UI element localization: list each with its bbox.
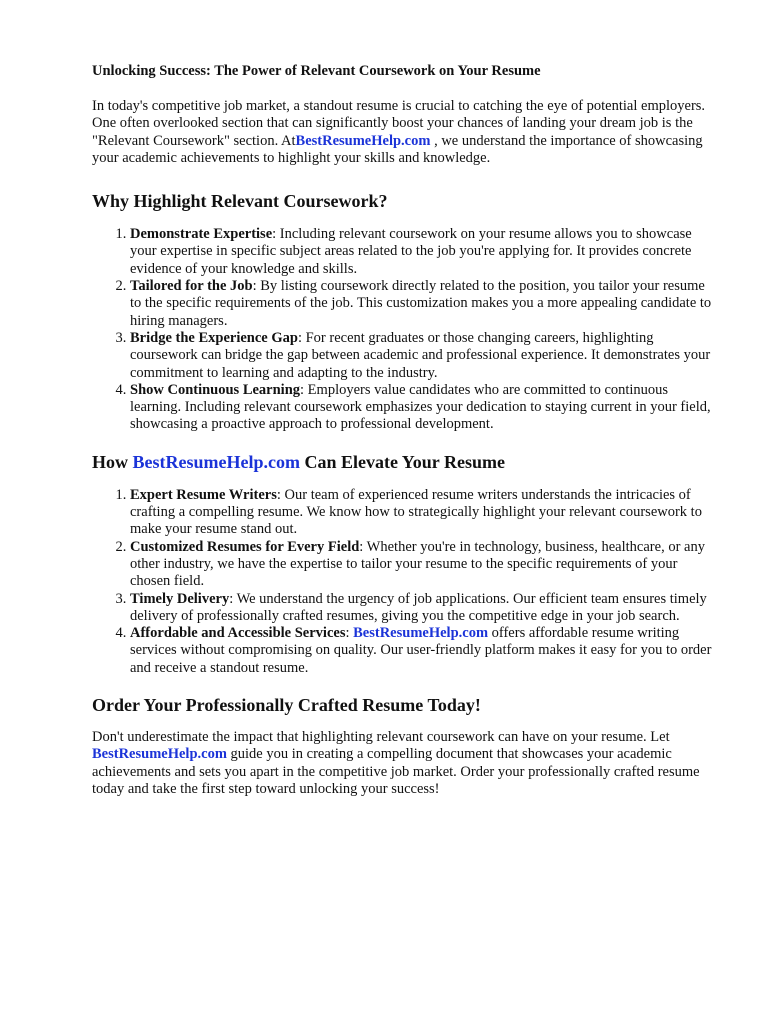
intro-text-1: In today's competitive job market, a standout resume is crucial to catching the eye of potential employers. One often overlooked section that can significantly boost your chances of landing your dream job is the "Relevant Coursework" section. At	[92, 98, 706, 149]
order-text-2: guide you in creating a compelling document that showcases your academic achievements and sets you apart in the competitive job market. Order your professionally crafted resume today and take the first step toward unlocking your success!	[92, 746, 700, 797]
item-text-2: offers affordable resume writing services without compromising on quality. Our user-friendly platform makes it easy for you to order and receive a standout resume.	[130, 625, 712, 676]
list-item	[130, 591, 712, 626]
item-text: : Whether you're in technology, business, healthcare, or any other industry, we have the expertise to tailor your resume to the specific requirements of your chosen field.	[130, 538, 705, 590]
list-item	[130, 226, 712, 278]
order-heading: Order Your Professionally Crafted Resume Today!	[92, 695, 481, 716]
list-item	[130, 278, 712, 330]
how-heading-prefix: How	[92, 451, 133, 472]
order-paragraph	[92, 729, 712, 798]
how-heading-suffix: Can Elevate Your Resume	[299, 451, 505, 472]
item-text: : By listing coursework directly related to the position, you tailor your resume to the specific requirements of the job. This customization makes you a more appealing candidate to hiring managers.	[130, 278, 712, 329]
item-term: Show Continuous Learning	[130, 381, 301, 398]
item-term: Timely Delivery	[130, 590, 230, 607]
list-item	[130, 539, 712, 591]
item-text: : For recent graduates or those changing careers, highlighting coursework can bridge the gap between academic and professional experience. It demonstrates your commitment to learning and adapting to the industry.	[130, 329, 711, 381]
intro-text-2: , we understand the importance of showcasing your academic achievements to highlight your skills and knowledge.	[92, 132, 703, 166]
item-term: Affordable and Accessible Services	[130, 625, 346, 642]
item-text: : We understand the urgency of job applications. Our efficient team ensures timely delivery of professionally crafted resumes, giving you the competitive edge in your job search.	[130, 590, 707, 624]
list-item	[130, 330, 712, 382]
how-heading-link[interactable]: BestResumeHelp.com	[132, 451, 300, 472]
item-text: : Including relevant coursework on your resume allows you to showcase your expertise in specific subject areas related to the job you're applying for. It provides concrete evidence of your knowledge and skills.	[130, 226, 692, 277]
item-text: : Our team of experienced resume writers understands the intricacies of crafting a compelling resume. We know how to strategically highlight your relevant coursework to make your resume stand out.	[130, 486, 702, 538]
list-item	[130, 625, 712, 677]
order-link[interactable]: BestResumeHelp.com	[92, 746, 227, 763]
why-list	[92, 226, 712, 434]
item-term: Bridge the Experience Gap	[130, 329, 298, 346]
order-text-1: Don't underestimate the impact that highlighting relevant coursework can have on your resume. Let	[92, 729, 670, 746]
document-title: Unlocking Success: The Power of Relevant Coursework on Your Resume	[92, 63, 541, 79]
how-heading	[92, 451, 712, 473]
item-term: Tailored for the Job	[130, 278, 253, 295]
item-term: Customized Resumes for Every Field	[130, 538, 360, 555]
why-heading: Why Highlight Relevant Coursework?	[92, 191, 388, 212]
services-link[interactable]: BestResumeHelp.com	[353, 625, 489, 642]
how-list	[92, 487, 712, 677]
item-text: :	[345, 625, 354, 642]
item-text: : Employers value candidates who are committed to continuous learning. Including relevant coursework emphasizes your dedication to staying current in your field, showcasing a proactive approach to professional development.	[130, 381, 711, 433]
item-term: Demonstrate Expertise	[130, 226, 273, 243]
intro-paragraph	[92, 98, 712, 167]
list-item	[130, 487, 712, 539]
intro-link[interactable]: BestResumeHelp.com	[295, 132, 431, 149]
item-term: Expert Resume Writers	[130, 486, 277, 503]
list-item	[130, 382, 712, 434]
